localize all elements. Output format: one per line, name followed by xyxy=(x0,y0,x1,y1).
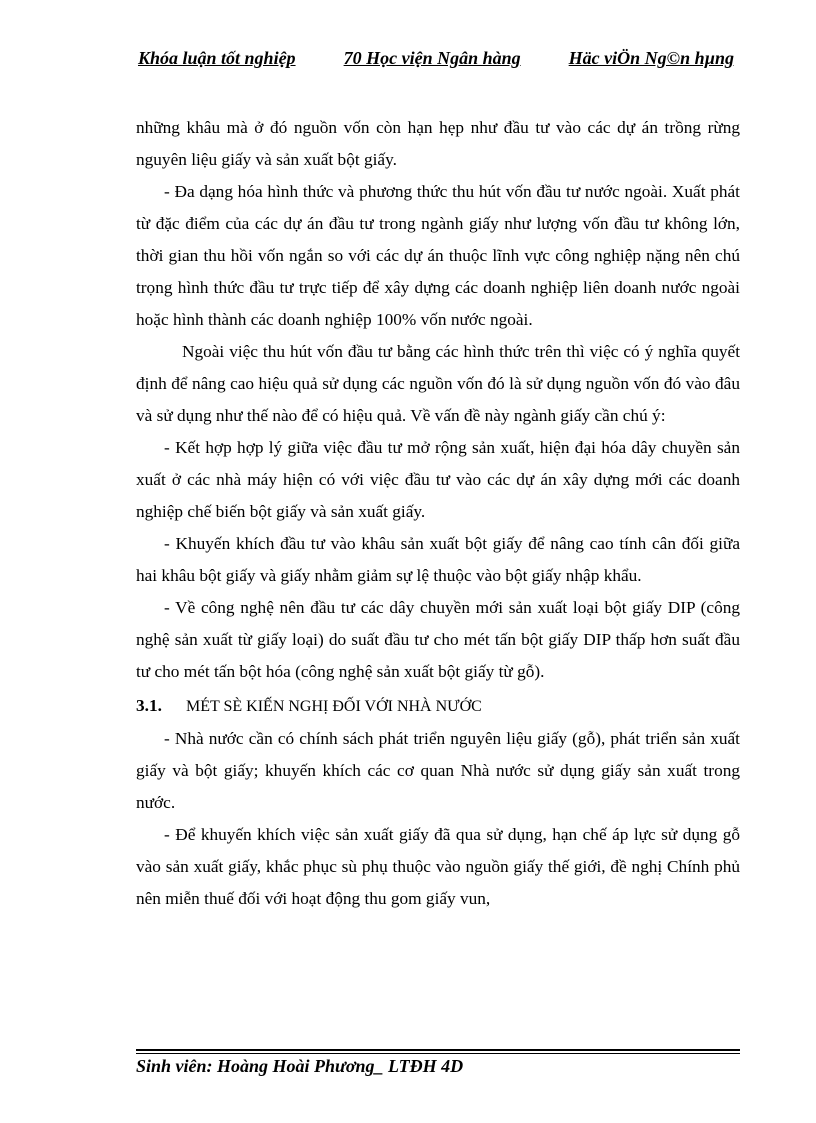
document-body xyxy=(136,112,740,915)
bullet-paragraph: - Nhà nước cần có chính sách phát triển nguyên liệu giấy (gỗ), phát triển sản xuất giấy và bột giấy; khuyến khích các cơ quan Nhà nước sử dụng giấy sản xuất trong nước. xyxy=(136,729,740,812)
paragraph: những khâu mà ở đó nguồn vốn còn hạn hẹp như đầu tư vào các dự án trồng rừng nguyên liệu giấy và sản xuất bột giấy. xyxy=(136,118,740,169)
bullet-paragraph: - Kết hợp hợp lý giữa việc đầu tư mở rộng sản xuất, hiện đại hóa dây chuyền sản xuất ở các nhà máy hiện có với việc đầu tư vào các dự án xây dựng mới các doanh nghiệp chế biến bột giấy và sản xuất giấy. xyxy=(136,438,740,521)
paragraph: Ngoài việc thu hút vốn đầu tư bằng các hình thức trên thì việc có ý nghĩa quyết định để nâng cao hiệu quả sử dụng các nguồn vốn đó là sử dụng nguồn vốn đó vào đâu và sử dụng như thế nào để có hiệu quả. Về vấn đề này ngành giấy cần chú ý: xyxy=(136,342,740,425)
header-middle: 70 Học viện Ngân hàng xyxy=(343,48,521,68)
bullet-paragraph: - Khuyến khích đầu tư vào khâu sản xuất bột giấy để nâng cao tính cân đối giữa hai khâu bột giấy và giấy nhằm giảm sự lệ thuộc vào bột giấy nhập khẩu. xyxy=(136,534,740,585)
page-footer: Sinh viên: Hoàng Hoài Phương_ LTĐH 4D xyxy=(136,1056,464,1076)
bullet-paragraph: - Về công nghệ nên đầu tư các dây chuyền mới sản xuất loại bột giấy DIP (công nghệ sản xuất từ giấy loại) do suất đầu tư cho mét tấn bột giấy DIP thấp hơn suất đầu tư cho mét tấn bột hóa (công nghệ sản xuất bột giấy từ gỗ). xyxy=(136,598,740,681)
header-left: Khóa luận tốt nghiệp xyxy=(138,48,296,68)
section-number: 3.1. xyxy=(136,696,162,715)
section-title: MÉT SÈ KIẾN NGHỊ ĐỐI VỚI NHÀ NƯỚC xyxy=(186,698,482,715)
bullet-paragraph: - Đa dạng hóa hình thức và phương thức thu hút vốn đầu tư nước ngoài. Xuất phát từ đặc điểm của các dự án đầu tư trong ngành giấy như lượng vốn đầu tư không lớn, thời gian thu hồi vốn ngắn so với các dự án thuộc lĩnh vực công nghiệp nặng nên chú trọng hình thức đầu tư trực tiếp để xây dựng các doanh nghiệp liên doanh nước ngoài hoặc hình thành các doanh nghiệp 100% vốn nước ngoài. xyxy=(136,182,740,329)
header-right: Häc viÖn Ng©n hµng xyxy=(568,48,734,68)
footer-rule-thin xyxy=(136,1053,740,1054)
page-header xyxy=(138,48,734,69)
section-heading xyxy=(136,690,740,723)
bullet-paragraph: - Để khuyến khích việc sản xuất giấy đã qua sử dụng, hạn chế áp lực sử dụng gỗ vào sản xuất giấy, khắc phục sù phụ thuộc vào nguồn giấy thế giới, đề nghị Chính phủ nên miễn thuế đối với hoạt động thu gom giấy vun, xyxy=(136,825,740,908)
footer-rule xyxy=(136,1049,740,1051)
